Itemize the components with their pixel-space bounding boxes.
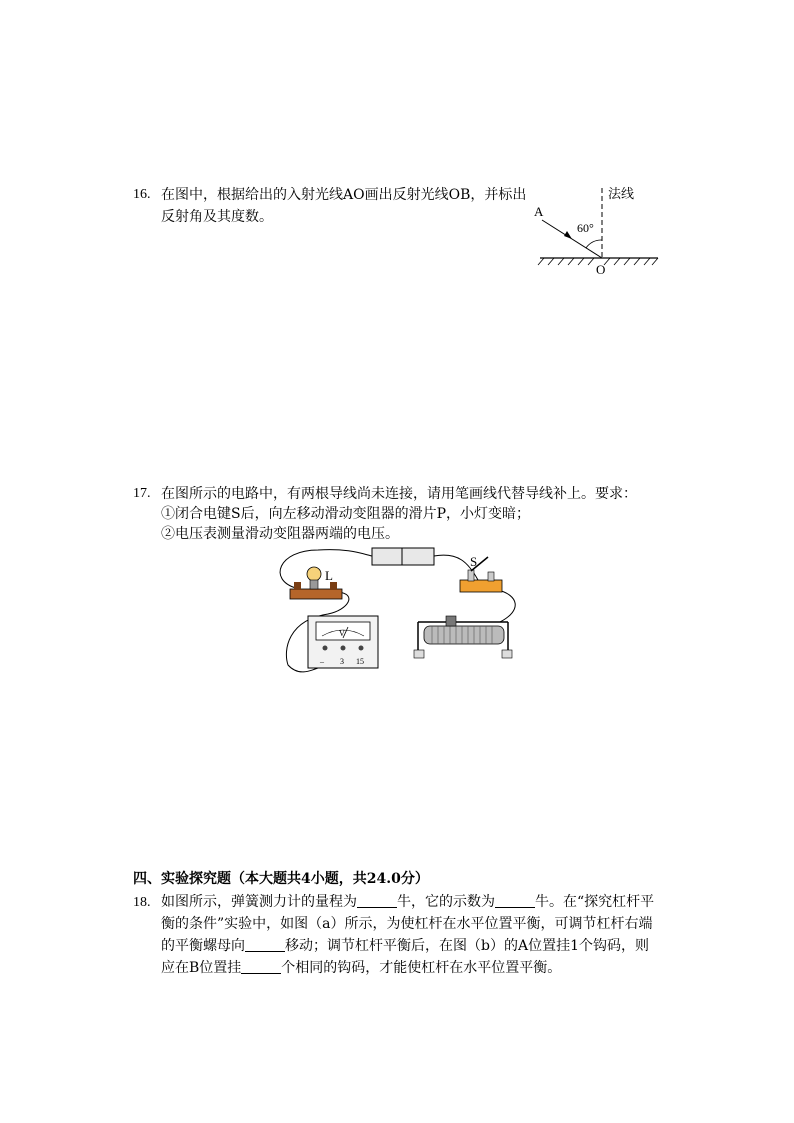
q16-number: 16. xyxy=(133,187,151,202)
point-label-o: O xyxy=(596,262,606,277)
q18-line1-c: 牛。在“探究杠杆平 xyxy=(535,894,655,910)
q17-number: 17. xyxy=(133,486,151,501)
q18-line3-b: 移动；调节杠杆平衡后，在图（b）的A位置挂1个钩码，则 xyxy=(285,938,649,954)
scale-label-neg: – xyxy=(320,657,324,666)
q18-line3-a: 的平衡螺母向 xyxy=(161,938,245,954)
meter-letter: V xyxy=(339,629,345,638)
lamp xyxy=(290,567,342,599)
ray-arrowhead xyxy=(564,231,572,239)
q18-line3 xyxy=(161,935,649,957)
lamp-label: L xyxy=(325,568,333,583)
battery xyxy=(372,548,434,565)
q18-line4-a: 应在B位置挂 xyxy=(161,960,242,976)
angle-label: 60° xyxy=(577,221,594,235)
normal-label: 法线 xyxy=(608,187,635,202)
scale-label-15: 15 xyxy=(356,657,364,666)
wire-switch-rheostat xyxy=(498,590,515,622)
q18-line1-b: 牛，它的示数为 xyxy=(397,894,495,910)
blank-range[interactable] xyxy=(357,893,397,908)
section-title: 四、实验探究题（本大题共4小题，共24.0分） xyxy=(133,871,429,887)
angle-arc xyxy=(586,240,602,248)
q18-line2: 衡的条件”实验中，如图（a）所示，为使杠杆在水平位置平衡，可调节杠杆右端 xyxy=(161,916,653,932)
blank-direction[interactable] xyxy=(245,937,285,952)
ray-label-a: A xyxy=(534,204,544,219)
q17-text-line3: ②电压表测量滑动变阻器两端的电压。 xyxy=(161,526,399,542)
reflection-figure xyxy=(530,180,670,280)
q18-line4-b: 个相同的钩码，才能使杠杆在水平位置平衡。 xyxy=(281,960,562,976)
rheostat xyxy=(414,616,512,658)
q18-line1 xyxy=(161,891,654,913)
q18-line1-a: 如图所示，弹簧测力计的量程为 xyxy=(161,894,357,910)
blank-reading[interactable] xyxy=(495,893,535,908)
q16-text-line2: 反射角及其度数。 xyxy=(161,209,273,225)
scale-label-3: 3 xyxy=(340,657,344,666)
q18-number: 18. xyxy=(133,895,151,910)
voltmeter xyxy=(308,616,378,668)
q16-text-line1: 在图中，根据给出的入射光线AO画出反射光线OB，并标出 xyxy=(161,187,527,203)
q17-text-line1: 在图所示的电路中，有两根导线尚未连接，请用笔画线代替导线补上。要求： xyxy=(161,486,637,502)
switch-label: S xyxy=(470,554,478,569)
switch xyxy=(460,554,502,592)
circuit-figure xyxy=(268,540,528,680)
q17-text-line2: ①闭合电键S后，向左移动滑动变阻器的滑片P，小灯变暗； xyxy=(161,506,531,522)
q18-line4 xyxy=(161,957,561,979)
blank-count[interactable] xyxy=(241,959,281,974)
